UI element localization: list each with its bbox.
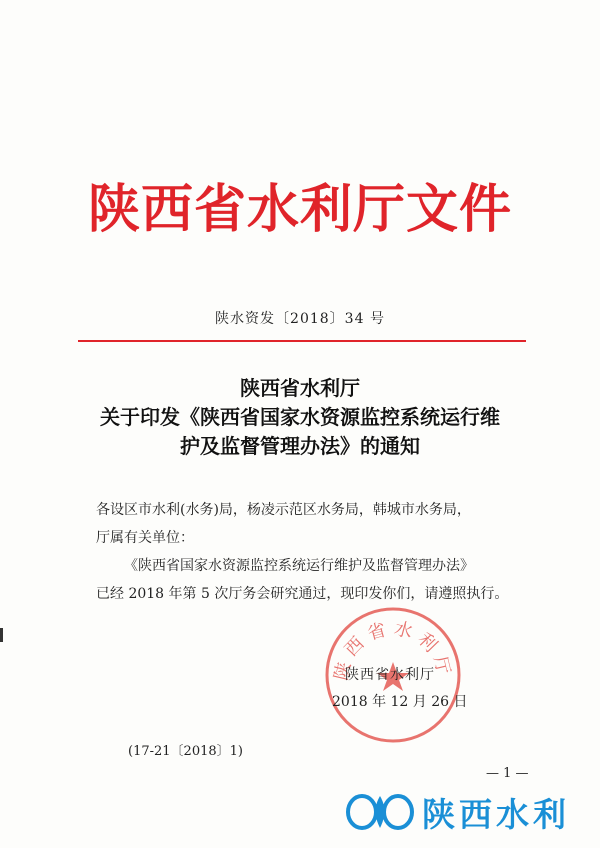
- recipients-line-2: 厅属有关单位：: [96, 530, 194, 546]
- document-number: 陕水资发〔2018〕34 号: [215, 311, 385, 327]
- scan-artifact: [0, 628, 3, 642]
- document-masthead: 陕西省水利厅文件: [87, 180, 512, 240]
- page-number: — 1 —: [486, 766, 529, 781]
- notice-body: [96, 496, 536, 608]
- notice-title: [0, 374, 600, 461]
- body-paragraph-line-1: 《陕西省国家水资源监控系统运行维护及监督管理办法》: [124, 558, 474, 574]
- title-line-1: 陕西省水利厅: [240, 376, 360, 400]
- issuer-name: 陕西省水利厅: [345, 667, 435, 683]
- watermark-logo: [342, 792, 570, 832]
- red-divider-line: [78, 340, 526, 342]
- title-line-2: 关于印发《陕西省国家水资源监控系统运行维: [100, 405, 500, 429]
- document-code: (17-21〔2018〕1): [128, 744, 243, 759]
- body-paragraph-line-2: 已经 2018 年第 5 次厅务会研究通过，现印发你们，请遵照执行。: [96, 586, 509, 602]
- watermark-logo-text: 陕西水利: [422, 794, 570, 834]
- svg-text:陕西省水利厅: 陕西省水利厅: [330, 617, 456, 683]
- recipients-line-1: 各设区市水利(水务)局，杨凌示范区水务局，韩城市水务局，: [96, 502, 471, 518]
- water-drop-logo-icon: [342, 792, 418, 832]
- issue-date: 2018 年 12 月 26 日: [332, 694, 468, 710]
- title-line-3: 护及监督管理办法》的通知: [180, 434, 420, 458]
